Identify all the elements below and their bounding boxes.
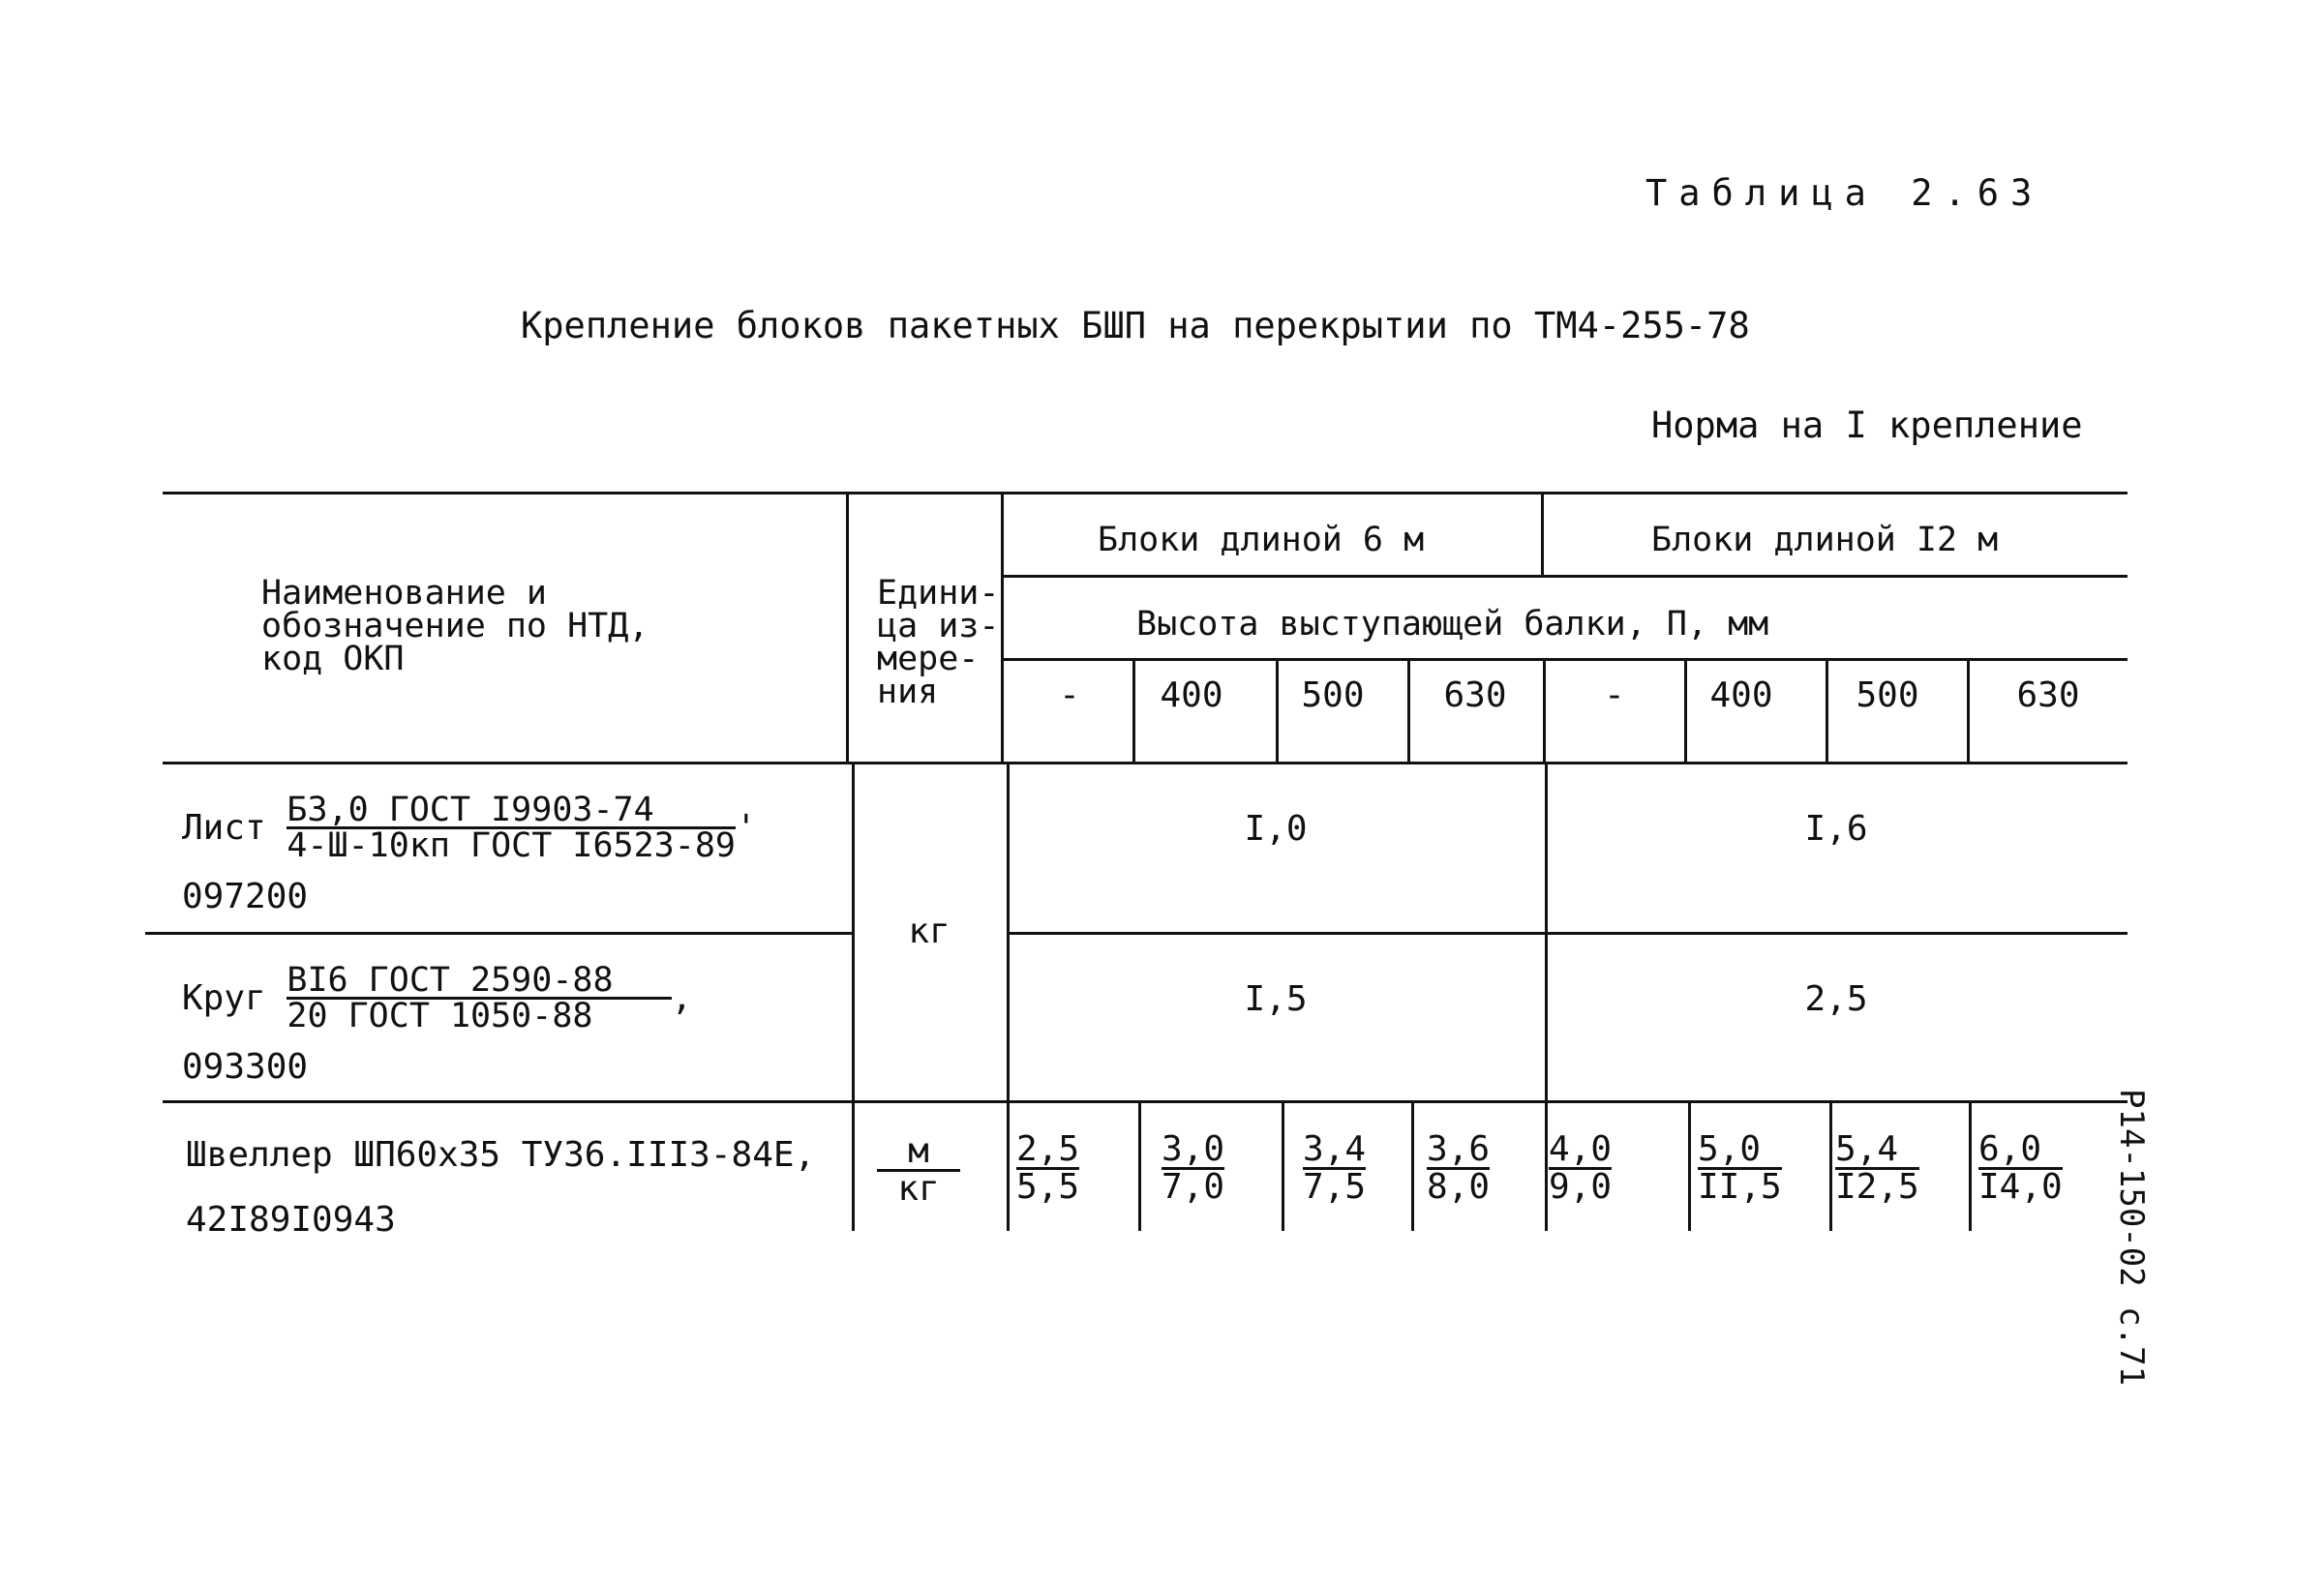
header-height-cell: 500 [1856, 675, 1919, 715]
row-round-code: 093300 [182, 1047, 309, 1087]
row-channel-unit-den: кг [897, 1169, 940, 1209]
row-divider-round-channel [163, 1100, 2128, 1103]
channel-value-kg: 5,5 [1016, 1167, 1080, 1207]
channel-value-m: 5,0 [1698, 1132, 1782, 1170]
channel-value-m: 5,4 [1835, 1132, 1919, 1170]
row-sheet-value-6m: I,0 [1244, 809, 1308, 849]
unit-kg: кг [908, 912, 951, 951]
col-border-name-unit [846, 492, 849, 762]
row-channel-unit [877, 1131, 960, 1209]
col-border-c6 [1829, 1100, 1832, 1231]
row-round-designation-num: ВI6 ГОСТ 2590-88 [287, 964, 671, 1000]
row-divider-sheet-round-values [1007, 932, 2128, 935]
channel-value-cell [1303, 1129, 1367, 1207]
col-border-c2 [1282, 1100, 1284, 1231]
header-unit-line: ния [877, 673, 939, 711]
row-sheet-value-12m: I,6 [1804, 809, 1868, 849]
row-round-value-12m: 2,5 [1804, 979, 1868, 1019]
header-group-12m: Блоки длиной I2 м [1651, 521, 1999, 559]
row-channel-name: Швеллер ШП60х35 ТУ36.III3-84Е, [186, 1135, 816, 1175]
channel-value-m: 3,4 [1303, 1129, 1367, 1169]
row-channel-code: 42I89I0943 [186, 1200, 396, 1240]
header-height-cell: 400 [1709, 675, 1773, 715]
channel-value-m: 6,0 [1978, 1132, 2063, 1170]
header-name-column [261, 574, 649, 678]
header-height-cell: 500 [1301, 675, 1365, 715]
header-height-cell: - [1604, 675, 1625, 715]
header-name-line: обозначение по НТД, [261, 607, 649, 645]
channel-value-cell [1698, 1129, 1782, 1207]
row-sheet-prefix: Лист [182, 808, 266, 848]
channel-value-cell [1978, 1129, 2063, 1207]
header-unit-column [877, 574, 1000, 711]
col-border-c3 [1411, 1100, 1414, 1231]
header-unit-line: мере- [877, 640, 980, 678]
norm-label: Норма на I крепление [1651, 404, 2083, 446]
row-channel-unit-num: м [877, 1134, 960, 1172]
col-border-c1 [1138, 1100, 1141, 1231]
header-unit-line: ца из- [877, 607, 1000, 645]
row-round-designation [287, 961, 671, 1035]
channel-value-m: 3,6 [1427, 1129, 1491, 1169]
channel-value-m: 4,0 [1549, 1129, 1613, 1169]
row-round-designation-den: 20 ГОСТ 1050-88 [287, 997, 593, 1035]
header-unit-line: Едини- [877, 574, 1000, 613]
col-border-h1 [1132, 658, 1135, 762]
channel-value-cell [1016, 1129, 1080, 1207]
header-height-cell: - [1059, 675, 1080, 715]
row-divider-sheet-round [145, 932, 854, 935]
side-document-code: Р14-150-02 с.71 [2112, 1089, 2151, 1387]
table-top-border [163, 492, 2128, 494]
channel-value-cell [1835, 1129, 1919, 1207]
row-sheet-suffix: ' [735, 808, 757, 848]
channel-value-cell [1549, 1129, 1613, 1207]
header-divider-group [1003, 575, 2128, 578]
header-height-cell: 630 [2016, 675, 2080, 715]
channel-value-m: 3,0 [1162, 1129, 1225, 1169]
col-border-c7 [1969, 1100, 1972, 1231]
header-name-line: Наименование и [261, 574, 548, 613]
table-title: Крепление блоков пакетных БШП на перекрытии по ТМ4-255-78 [521, 305, 1750, 346]
row-round-suffix: , [671, 978, 693, 1018]
table-number: Таблица 2.63 [1645, 172, 2044, 214]
header-group-6m: Блоки длиной 6 м [1098, 521, 1425, 559]
channel-value-kg: 7,0 [1162, 1167, 1225, 1207]
channel-value-cell [1162, 1129, 1225, 1207]
channel-value-kg: 9,0 [1549, 1167, 1613, 1207]
header-divider-height [1003, 658, 2128, 661]
row-round-name [182, 961, 693, 1035]
header-height-cell: 630 [1443, 675, 1507, 715]
row-sheet-designation-num: Б3,0 ГОСТ I9903-74 [287, 794, 736, 829]
col-border-name-unit-body [852, 762, 855, 1231]
row-sheet-name [182, 791, 757, 865]
header-name-line: код ОКП [261, 640, 405, 678]
col-border-6m-12m [1541, 492, 1544, 575]
channel-value-kg: I2,5 [1835, 1167, 1919, 1207]
channel-value-kg: 8,0 [1427, 1167, 1491, 1207]
header-height-label: Высота выступающей балки, П, мм [1136, 605, 1769, 644]
channel-value-kg: II,5 [1698, 1167, 1782, 1207]
row-sheet-designation-den: 4-Ш-10кп ГОСТ I6523-89 [287, 826, 736, 865]
row-sheet-designation [287, 791, 736, 865]
row-round-prefix: Круг [182, 978, 266, 1018]
channel-value-kg: I4,0 [1978, 1167, 2063, 1207]
header-height-cell: 400 [1160, 675, 1223, 715]
channel-value-m: 2,5 [1016, 1129, 1080, 1169]
channel-value-kg: 7,5 [1303, 1167, 1367, 1207]
row-sheet-code: 097200 [182, 877, 309, 916]
header-bottom-border [163, 762, 2128, 764]
col-border-unit-values [1001, 492, 1004, 762]
col-border-c5 [1688, 1100, 1691, 1231]
channel-value-cell [1427, 1129, 1491, 1207]
row-round-value-6m: I,5 [1244, 979, 1308, 1019]
